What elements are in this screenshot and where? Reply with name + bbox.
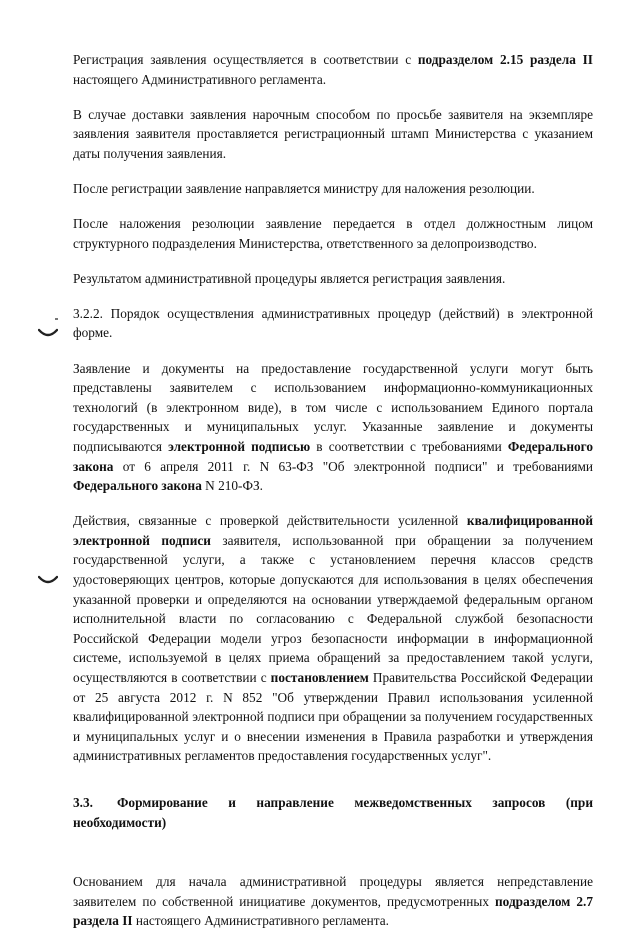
binding-hole-mark-bottom: [38, 575, 58, 587]
binding-hole-mark-top: [38, 328, 58, 340]
paragraph-after-registration: После регистрации заявление направляется министру для наложения резолюции.: [73, 180, 535, 196]
paragraph-after-resolution: После наложения резолюции заявление передается в отдел должностным лицом структурного подразделения Министерства, ответственного за делопроизводство.: [73, 216, 593, 251]
paragraph-signature-verification: Действия, связанные с проверкой действительности усиленной квалифицированной электронной подписи заявителя, использованной при обращении за получением государственной услуги, а также с установлением перечня классов средств удостоверяющих центров, которые допускаются для использования в целях обеспечения указанной проверки и определяются на основании утверждаемой федеральным органом исполнительной власти по согласованию с Федеральной службой безопасности Российской Федерации модели угроз безопасности информации в информационной системе, используемой в целях приема обращений за предоставлением такой услуги, осуществляются в соответствии с постановлением Правительства Российской Федерации от 25 августа 2012 г. N 852 "Об утверждении Правил использования усиленной квалифицированной электронной подписи при обращении за получением государственных и муниципальных услуг и о внесении изменения в Правила разработки и утверждения административных регламентов предоставления государственных услуг".: [73, 513, 593, 764]
link-government-decree[interactable]: постановлением: [270, 669, 369, 685]
scan-dot: [55, 318, 58, 320]
link-subsection-2-7[interactable]: подразделом 2.7 раздела II: [73, 893, 593, 929]
section-title: Формирование и направление межведомственных запросов (при необходимости): [73, 794, 593, 830]
paragraph-result: Результатом административной процедуры является регистрация заявления.: [73, 270, 506, 286]
link-federal-law-210[interactable]: Федерального закона: [73, 478, 202, 494]
paragraph-interagency-basis: Основанием для начала административной процедуры является непредставление заявителем по собственной инициативе документов, предусмотренных подразделом 2.7 раздела II настоящего Административного регламента.: [73, 874, 593, 929]
link-subsection-2-15[interactable]: подразделом 2.15 раздела II: [417, 52, 593, 67]
link-federal-law-63[interactable]: Федерального закона: [73, 438, 593, 474]
paragraph-electronic-submission: Заявление и документы на предоставление государственной услуги могут быть представлены заявителем с использованием информационно-коммуникационных технологий (в электронном виде), в том числе с использованием Единого портала государственных и муниципальных услуг. Указанные заявление и документы подписываются электронной подписью в соответствии с требованиями Федерального закона от 6 апреля 2011 г. N 63-ФЗ "Об электронной подписи" и требованиями Федерального закона N 210-ФЗ.: [73, 360, 593, 494]
paragraph-registration: Регистрация заявления осуществляется в соответствии с подразделом 2.15 раздела II настоящего Административного регламента.: [73, 52, 593, 87]
section-number: 3.3.: [73, 794, 93, 810]
paragraph-3-2-2: 3.2.2. Порядок осуществления административных процедур (действий) в электронной форме.: [73, 305, 593, 341]
link-electronic-signature[interactable]: электронной подписью: [168, 438, 311, 454]
document-page: [73, 50, 593, 946]
link-qualified-signature[interactable]: квалифицированной электронной подписи: [73, 513, 593, 548]
paragraph-courier-delivery: В случае доставки заявления нарочным способом по просьбе заявителя на экземпляре заявления заявителя проставляется регистрационный штамп Министерства с указанием даты получения заявления.: [73, 106, 593, 161]
section-heading-3-3: [73, 793, 593, 832]
